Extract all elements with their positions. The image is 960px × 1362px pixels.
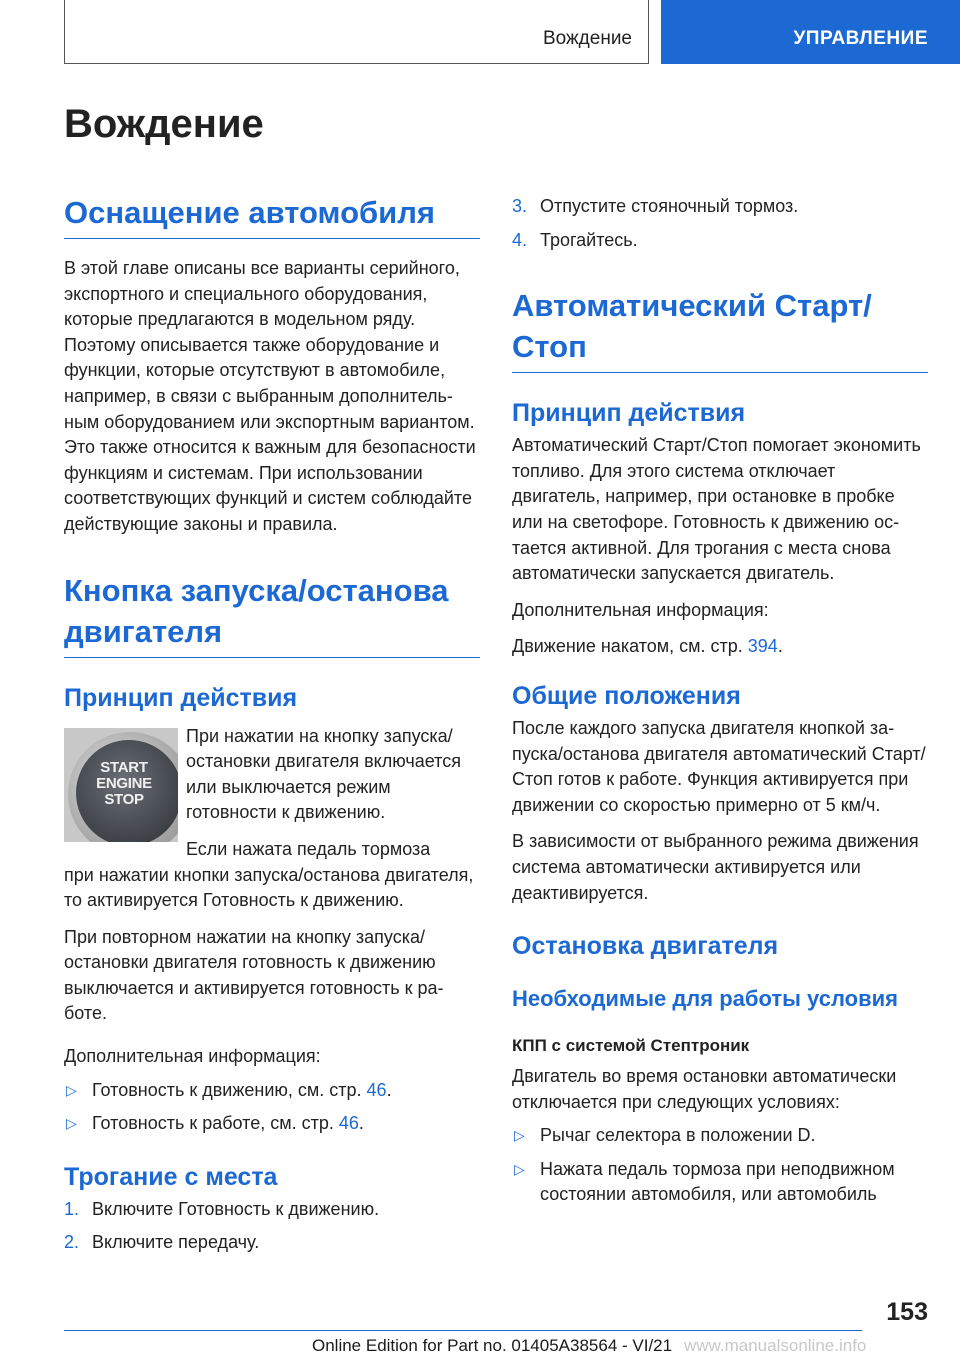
- triangle-bullet-icon: ▷: [66, 1081, 77, 1098]
- triangle-bullet-icon: ▷: [514, 1127, 525, 1144]
- general-paragraph-1: После каждого запуска двигателя кнопкой запуска/останова двигателя автоматический Старт/Стоп готов к работе. Функция активируется при движении со скоростью примерно от 5 км/ч.: [512, 717, 926, 815]
- header-section-label: Вождение: [542, 28, 632, 49]
- step-number: 3.: [512, 196, 528, 216]
- subheading-engine-stop: Остановка двигателя: [512, 932, 779, 961]
- footer-divider: [64, 1330, 862, 1331]
- subheading-conditions: Необходимые для работы условия: [512, 986, 898, 1012]
- list-item: ▷ Готовность к работе, см. стр. 46.: [64, 1111, 480, 1137]
- conditions-paragraph: Двигатель во время остановки автоматически отключается при следующих условиях:: [512, 1066, 897, 1112]
- list-item: ▷ Нажата педаль тормоза при неподвижном состоянии автомобиля, или автомобиль: [514, 1158, 895, 1205]
- header-chapter-tab: [661, 0, 960, 64]
- subheading-steptronic: КПП с системой Стептроник: [512, 1036, 750, 1056]
- right-column: [512, 192, 928, 1208]
- step-number: 2.: [64, 1232, 80, 1253]
- subheading-general: Общие положения: [512, 681, 741, 710]
- general-paragraph-2: В зависимости от выбранного режима движения система автоматически активируется или деактивируется.: [512, 831, 919, 903]
- coasting-reference: Движение накатом, см. стр. 394.: [512, 636, 783, 657]
- step-number: 1.: [64, 1198, 80, 1219]
- start-button-figure: [64, 724, 480, 863]
- page-number: 153: [886, 1298, 928, 1326]
- list-item: ▷ Рычаг селектора в положении D.: [512, 1123, 928, 1149]
- step-item: 3. Отпустите стояночный тормоз.: [512, 194, 928, 220]
- step-item: 1. Включите Готовность к движению.: [64, 1197, 480, 1223]
- button-label: START ENGINE STOP: [96, 758, 152, 808]
- triangle-bullet-icon: ▷: [66, 1115, 77, 1132]
- equipment-paragraph: В этой главе описаны все варианты серийного, экспортного и специального оборудования, которые предлагаются в модельном ряду. Поэтому описывается также оборудование и функции, которые отсутствуют в автомобиле, например, в связи с выбранным дополнительным оборудованием или экспортным вариантом. Это также относится к важным для безопасности функциям и системам. При использовании соответствующих функций и систем соблюдайте действующие законы и правила.: [64, 258, 476, 534]
- start-engine-stop-button-image: [64, 728, 178, 842]
- step-number: 4.: [512, 229, 528, 250]
- step-item: 2. Включите передачу.: [64, 1230, 480, 1256]
- list-item: ▷ Готовность к движению, см. стр. 46.: [64, 1078, 480, 1104]
- subheading-principle: Принцип действия: [512, 399, 746, 428]
- extra-info-label: Дополнительная информация:: [64, 1046, 321, 1067]
- footer-edition: Online Edition for Part no. 01405A38564 - VI/21: [312, 1336, 673, 1355]
- auto-start-stop-paragraph: Автоматический Старт/Стоп помогает экономить топливо. Для этого система отключает двигатель, например, при остановке в пробке или на светофоре. Готовность к движению остается активной. Для трогания с места снова автоматически запускается двигатель.: [512, 435, 921, 584]
- step-item: 4. Трогайтесь.: [512, 228, 928, 254]
- principle-paragraph-2a: Если нажата педаль тормоза: [186, 838, 431, 859]
- page-link[interactable]: 46: [338, 1113, 359, 1134]
- section-heading-equipment: Оснащение автомобиля: [64, 192, 480, 239]
- header-chapter-label: УПРАВЛЕНИЕ: [793, 28, 928, 49]
- page-title: Вождение: [64, 102, 264, 146]
- watermark: www.manualsonline.info: [684, 1336, 867, 1355]
- extra-info-label: Дополнительная информация:: [512, 599, 769, 620]
- left-column: [64, 192, 480, 1256]
- section-heading-auto-start-stop: Автоматический Старт/ Стоп: [512, 285, 928, 373]
- header-section-tab: [64, 0, 649, 64]
- principle-paragraph-3: При повторном нажатии на кнопку запуска/ остановки двигателя готовность к движению выключается и активируется готовность к работе.: [64, 926, 444, 1024]
- subheading-moving-off: Трогание с места: [64, 1162, 278, 1191]
- triangle-bullet-icon: ▷: [514, 1160, 525, 1177]
- page-link[interactable]: 394: [747, 636, 778, 657]
- principle-paragraph-1: При нажатии на кнопку запуска/ остановки двигателя включается или выключается режим готовности к движению.: [186, 725, 461, 823]
- subheading-principle: Принцип действия: [64, 683, 298, 712]
- page-link[interactable]: 46: [366, 1079, 387, 1100]
- principle-paragraph-2b: при нажатии кнопки запуска/останова двигателя, то активируется Готовность к движению.: [64, 864, 474, 911]
- section-heading-start-stop-button: Кнопка запуска/останова двигателя: [64, 570, 480, 658]
